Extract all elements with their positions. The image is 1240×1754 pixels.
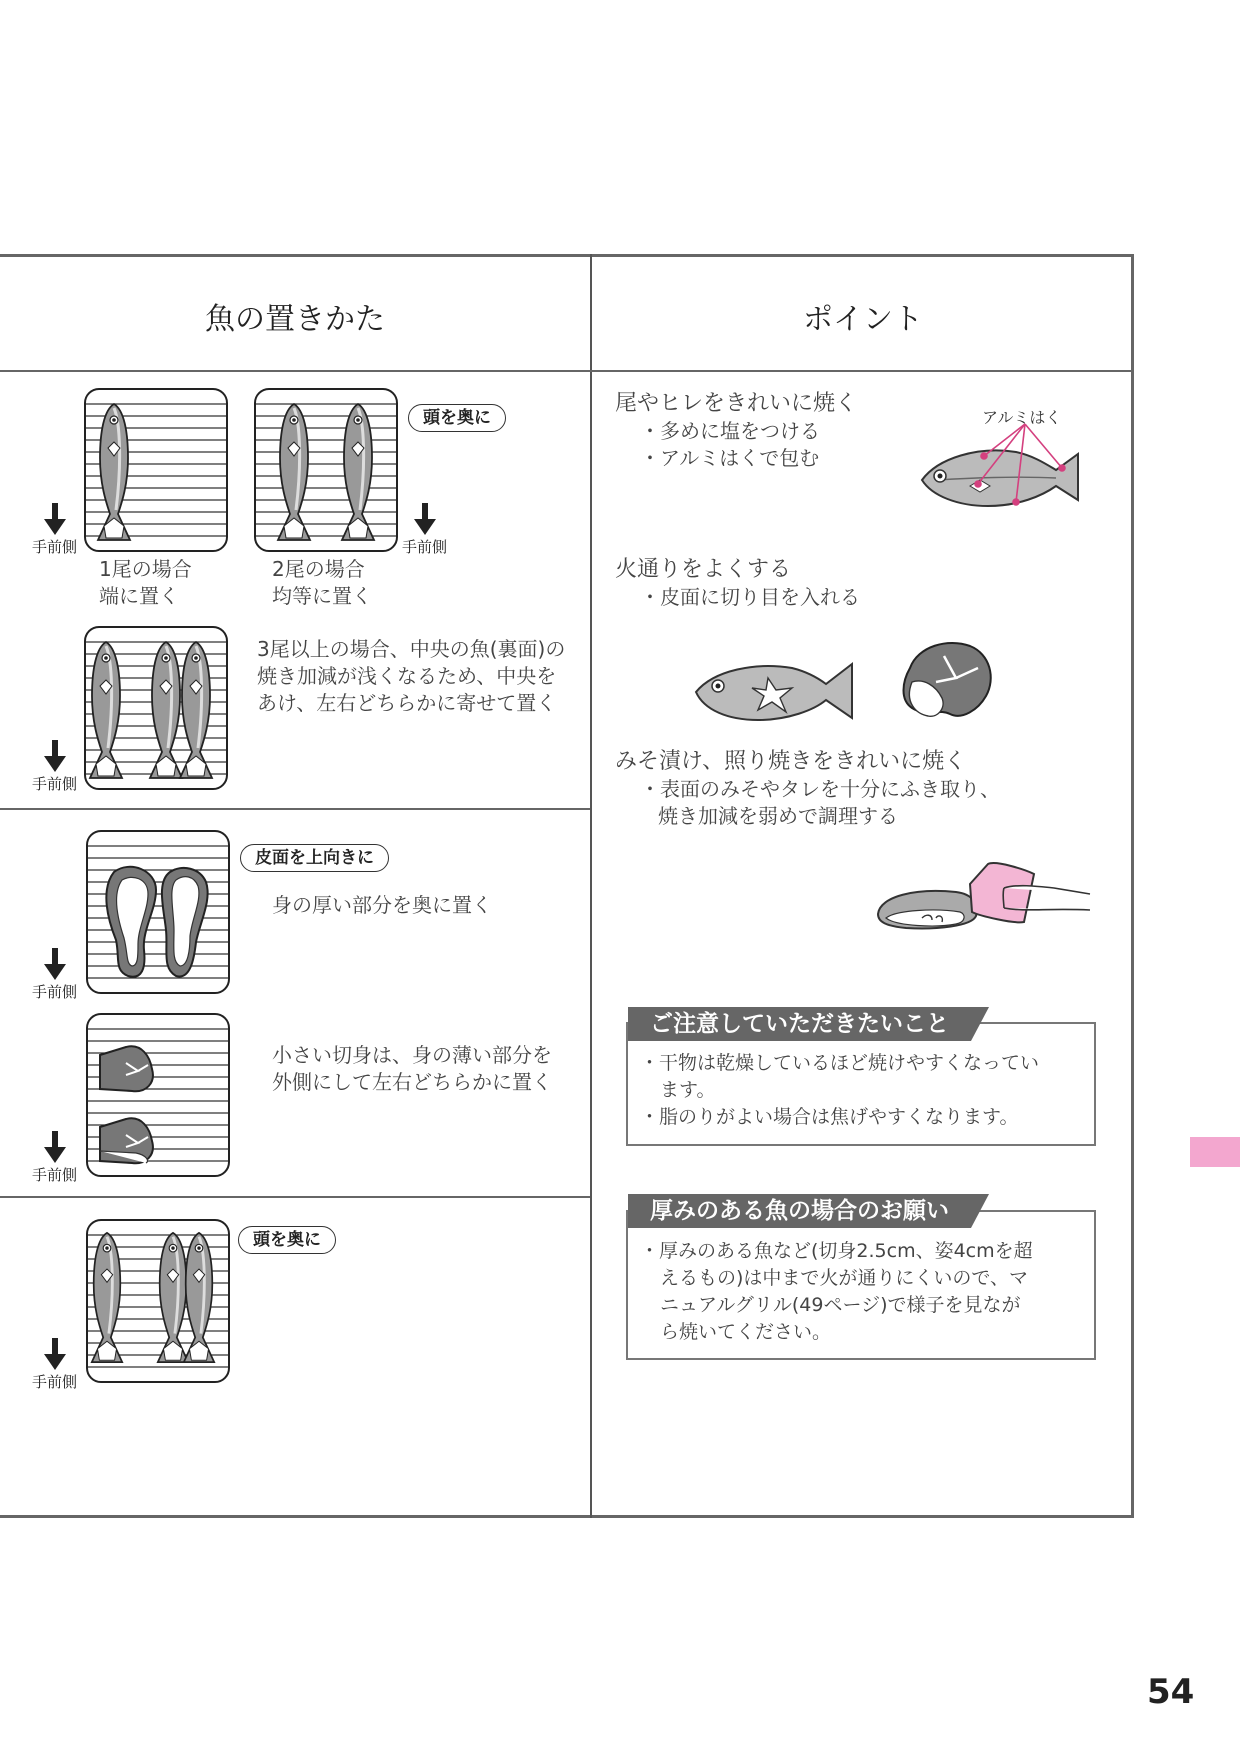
arrow-down-icon	[44, 948, 66, 980]
section-divider-2	[0, 1196, 590, 1198]
miso-bullet-2: 焼き加減を弱めで調理する	[658, 804, 898, 828]
request-line-1: ・厚みのある魚など(切身2.5cm、姿4cmを超	[640, 1240, 1033, 1262]
three-fish-text-2: 焼き加減が浅くなるため、中央を	[257, 664, 557, 688]
tail-bullet-2: ・アルミはくで包む	[640, 446, 820, 470]
notice-line-2: ます。	[660, 1079, 716, 1101]
fish-with-foil-illustration	[918, 430, 1086, 510]
scored-fillet-illustration	[898, 638, 996, 722]
thick-part-text: 身の厚い部分を奥に置く	[272, 893, 492, 917]
wiping-fillet-illustration	[876, 858, 1090, 940]
column-divider	[590, 254, 592, 1518]
grill-tray-two-fish	[254, 388, 398, 552]
header-divider	[0, 370, 1134, 372]
one-fish-caption-1: 1尾の場合	[99, 557, 192, 581]
near-side-label: 手前側	[32, 983, 78, 1001]
arrow-down-icon	[414, 503, 436, 535]
grill-tray-one-fish	[84, 388, 228, 552]
three-fish-text-1: 3尾以上の場合、中央の魚(裏面)の	[257, 637, 566, 661]
fire-bullet-1: ・皮面に切り目を入れる	[640, 585, 860, 609]
request-line-4: ら焼いてください。	[660, 1321, 832, 1343]
request-title: 厚みのある魚の場合のお願い	[628, 1194, 971, 1228]
tail-title: 尾やヒレをきれいに焼く	[615, 391, 858, 416]
foil-label: アルミはく	[982, 408, 1062, 427]
notice-line-1: ・干物は乾燥しているほど焼けやすくなってい	[640, 1052, 1040, 1074]
pill-head-back-2: 頭を奥に	[238, 1226, 336, 1254]
miso-bullet-1: ・表面のみそやタレを十分にふき取り、	[640, 777, 1000, 801]
near-side-label: 手前側	[402, 538, 448, 556]
section-divider-1	[0, 808, 590, 810]
two-fish-caption-1: 2尾の場合	[272, 557, 365, 581]
notice-title: ご注意していただきたいこと	[628, 1007, 971, 1041]
pill-skin-up: 皮面を上向きに	[240, 844, 389, 872]
arrow-down-icon	[44, 740, 66, 772]
arrow-down-icon	[44, 1131, 66, 1163]
near-side-label: 手前側	[32, 1373, 78, 1391]
two-fish-caption-2: 均等に置く	[272, 584, 372, 608]
arrow-down-icon	[44, 1338, 66, 1370]
near-side-label: 手前側	[32, 538, 78, 556]
small-cut-text-1: 小さい切身は、身の薄い部分を	[272, 1043, 552, 1067]
request-line-2: えるもの)は中まで火が通りにくいので、マ	[660, 1267, 1029, 1289]
notice-line-3: ・脂のりがよい場合は焦げやすくなります。	[640, 1106, 1019, 1128]
pill-head-back: 頭を奥に	[408, 404, 506, 432]
column-title-placement: 魚の置きかた	[205, 302, 385, 337]
arrow-down-icon	[44, 503, 66, 535]
three-fish-text-3: あけ、左右どちらかに寄せて置く	[257, 691, 557, 715]
one-fish-caption-2: 端に置く	[99, 584, 179, 608]
small-cut-text-2: 外側にして左右どちらかに置く	[272, 1070, 552, 1094]
near-side-label: 手前側	[32, 1166, 78, 1184]
grill-tray-small-fish	[86, 1219, 230, 1383]
fire-title: 火通りをよくする	[615, 557, 792, 582]
miso-title: みそ漬け、照り焼きをきれいに焼く	[615, 749, 967, 774]
near-side-label: 手前側	[32, 775, 78, 793]
grill-tray-fillets	[86, 830, 230, 994]
column-title-points: ポイント	[803, 302, 923, 337]
page-number: 54	[1147, 1672, 1195, 1712]
request-line-3: ニュアルグリル(49ページ)で様子を見なが	[660, 1294, 1021, 1316]
grill-tray-small-fillets	[86, 1013, 230, 1177]
tail-bullet-1: ・多めに塩をつける	[640, 419, 820, 443]
section-index-tab	[1190, 1137, 1240, 1167]
scored-fish-illustration	[692, 654, 858, 724]
grill-tray-three-fish	[84, 626, 228, 790]
